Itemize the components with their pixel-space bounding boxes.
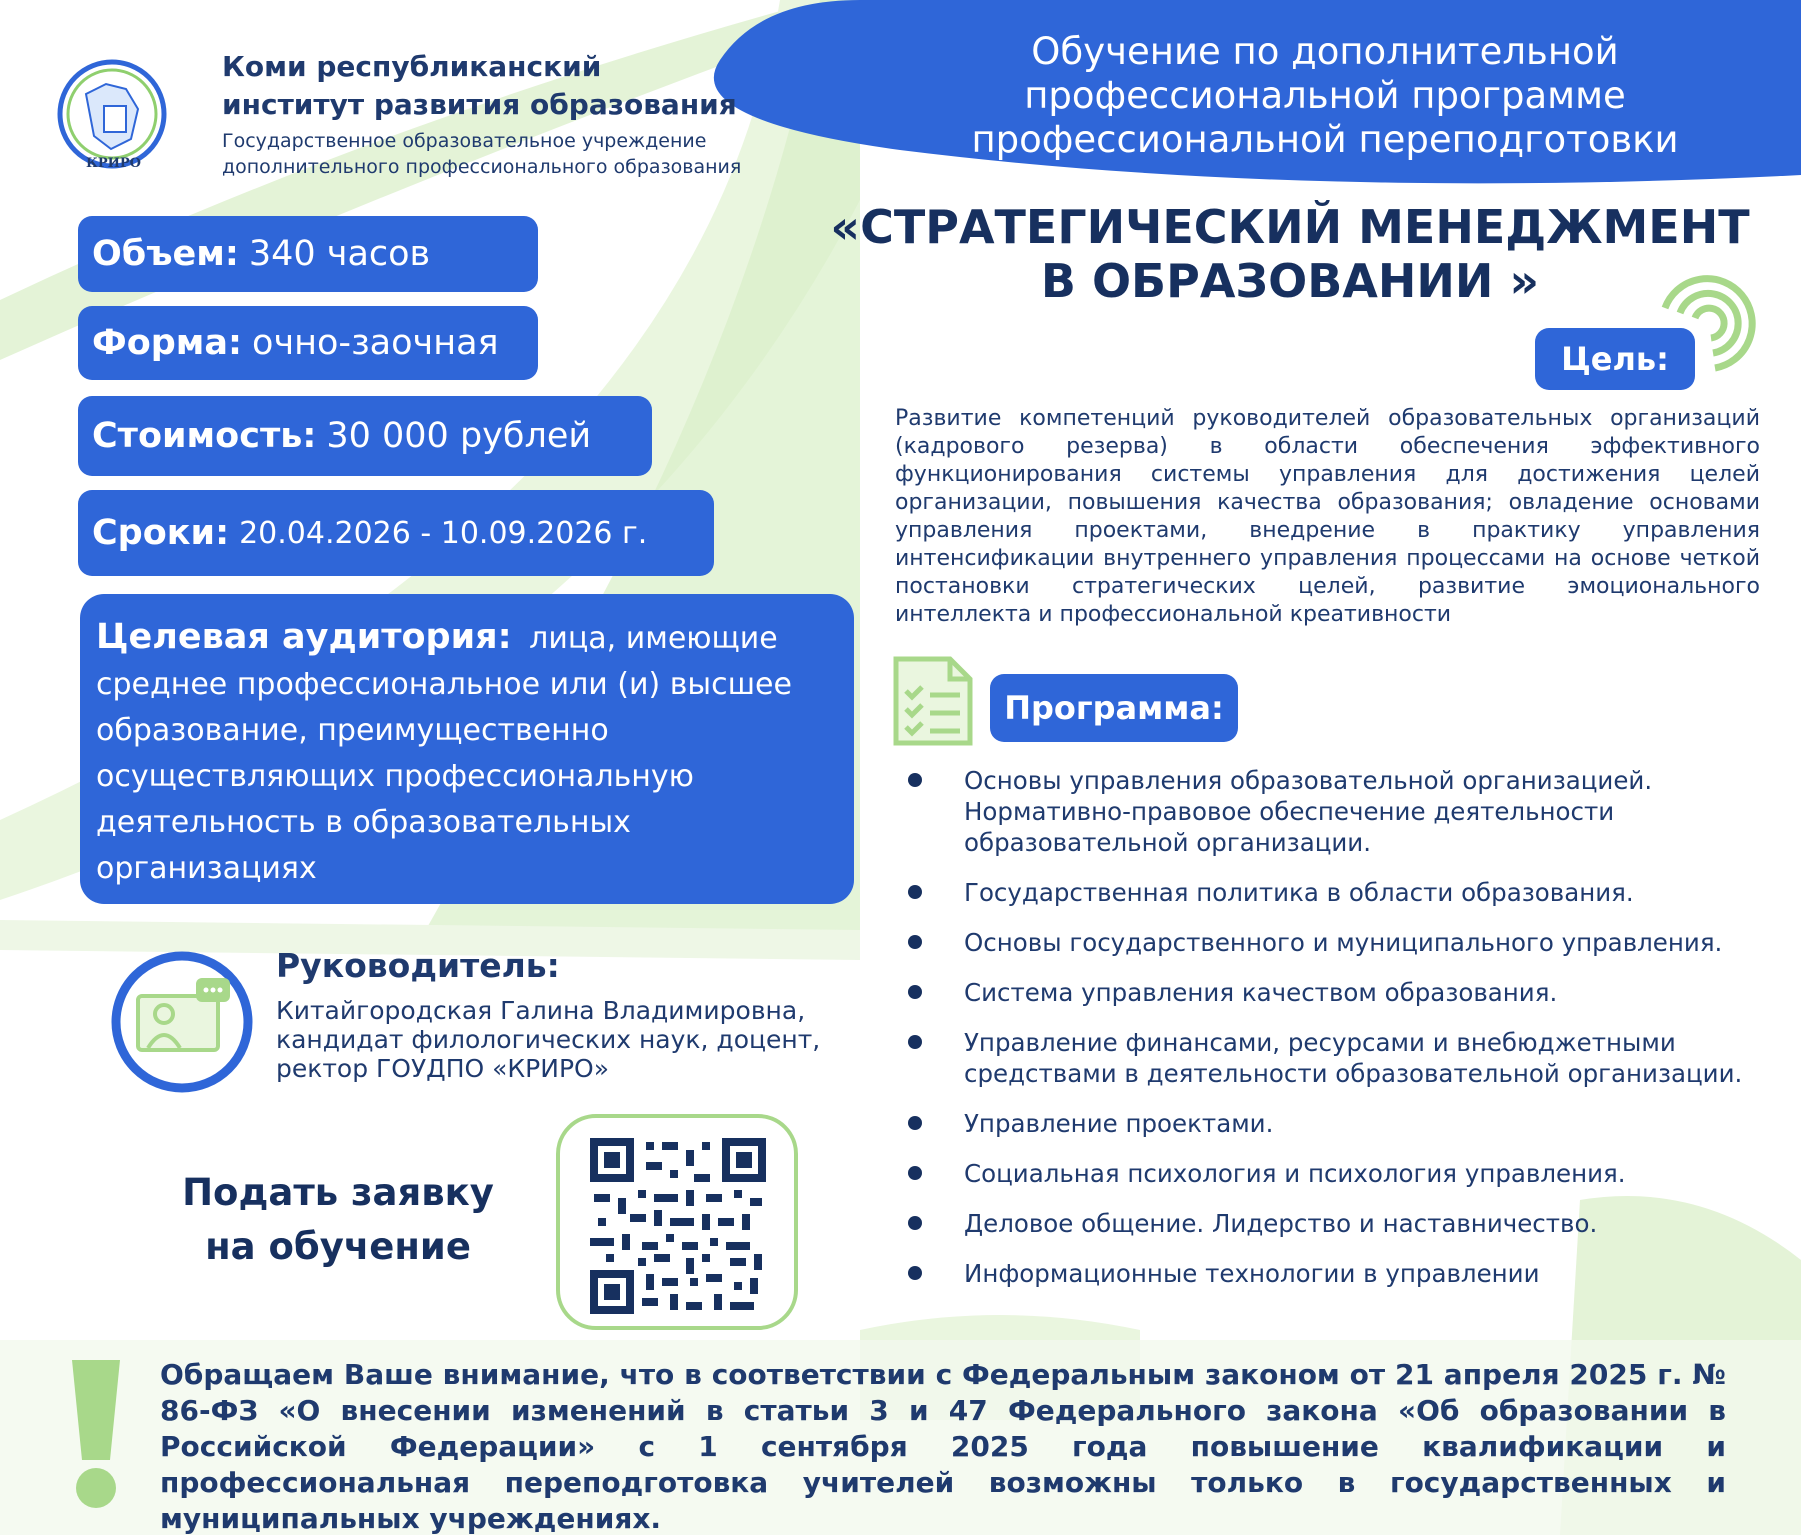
apply-line2: на обучение <box>205 1225 471 1268</box>
cost-label: Стоимость: <box>92 416 317 456</box>
volume-label: Объем: <box>92 234 239 274</box>
logo-emblem <box>56 44 168 184</box>
org-block <box>222 48 741 180</box>
title-line1: «СТРАТЕГИЧЕСКИЙ МЕНЕДЖМЕНТ <box>830 200 1750 254</box>
qr-code[interactable] <box>590 1138 766 1314</box>
program-item: Основы управления образовательной организацией. Нормативно-правовое обеспечение деятельности образовательной организации. <box>900 765 1760 858</box>
apply-line1: Подать заявку <box>182 1171 494 1214</box>
leader-line1: Китайгородская Галина Владимировна, <box>276 996 806 1025</box>
qr-frame[interactable] <box>556 1114 798 1330</box>
goal-text: Развитие компетенций руководителей образовательных организаций (кадрового резерва) в области обеспечения эффективного функционирования системы управления для достижения целей организации, повышения качества образования; овладение основами управления проектами, внедрение в практику управления интенсификации внутреннего управления процессами на основе четкой постановки стратегических целей, развитие эмоционального интеллекта и профессиональной креативности <box>895 406 1760 627</box>
program-item: Система управления качеством образования. <box>900 977 1760 1008</box>
header-line3: профессиональной переподготовки <box>971 118 1679 161</box>
audience-box <box>80 594 854 904</box>
dates-value: 20.04.2026 - 10.09.2026 г. <box>239 515 648 551</box>
dates-pill <box>78 490 714 576</box>
goal-pill <box>1535 328 1695 390</box>
form-pill <box>78 306 538 380</box>
program-item: Управление финансами, ресурсами и внебюджетными средствами в деятельности образовательной организации. <box>900 1027 1760 1089</box>
apply-text <box>178 1166 498 1274</box>
program-item: Деловое общение. Лидерство и наставничество. <box>900 1208 1760 1239</box>
title-line2: В ОБРАЗОВАНИИ » <box>1040 254 1540 308</box>
org-sub-line1: Государственное образовательное учреждение <box>222 130 707 152</box>
leader-line2: кандидат филологических наук, доцент, <box>276 1025 821 1054</box>
program-title <box>820 200 1760 308</box>
goal-label: Цель: <box>1561 340 1669 378</box>
leader-line3: ректор ГОУДПО «КРИРО» <box>276 1054 610 1083</box>
volume-value: 340 часов <box>248 234 431 274</box>
org-sub-line2: дополнительного профессионального образования <box>222 156 742 178</box>
checklist-icon <box>892 655 974 747</box>
program-item: Информационные технологии в управлении <box>900 1258 1760 1289</box>
audience-label: Целевая аудитория: <box>96 617 512 657</box>
form-label: Форма: <box>92 323 243 363</box>
header-title <box>890 30 1760 162</box>
program-item: Основы государственного и муниципального управления. <box>900 927 1760 958</box>
header-line1: Обучение по дополнительной <box>1031 30 1619 73</box>
volume-pill <box>78 216 538 292</box>
exclamation-icon <box>66 1360 126 1510</box>
cost-value: 30 000 рублей <box>326 416 592 456</box>
org-name-line2: институт развития образования <box>222 88 737 121</box>
program-label: Программа: <box>1004 689 1224 727</box>
cost-pill <box>78 396 652 476</box>
program-pill <box>990 674 1238 742</box>
program-item: Государственная политика в области образования. <box>900 877 1760 908</box>
program-item: Управление проектами. <box>900 1108 1760 1139</box>
notice-text: Обращаем Ваше внимание, что в соответствии с Федеральным законом от 21 апреля 2025 г. № 86-ФЗ «О внесении изменений в статьи 3 и 47 Федерального закона «Об образовании в Российской Федерации» с 1 сентября 2025 года повышение квалификации и профессиональная переподготовка учителей возможны только в государственных и муниципальных учреждениях. <box>160 1358 1726 1535</box>
presenter-icon <box>108 948 260 1096</box>
leader-info <box>276 996 820 1083</box>
leader-label: Руководитель: <box>276 946 560 985</box>
program-item: Социальная психология и психология управления. <box>900 1158 1760 1189</box>
header-line2: профессиональной программе <box>1024 74 1626 117</box>
program-list <box>900 765 1760 1308</box>
form-value: очно-заочная <box>252 323 499 363</box>
dates-label: Сроки: <box>92 513 230 553</box>
logo-text: КРИРО <box>86 156 141 171</box>
org-name-line1: Коми республиканский <box>222 50 602 83</box>
audience-text: лица, имеющие среднее профессиональное или (и) высшее образование, преимущественно осуществляющих профессиональную деятельность в образовательных организациях <box>96 621 792 886</box>
